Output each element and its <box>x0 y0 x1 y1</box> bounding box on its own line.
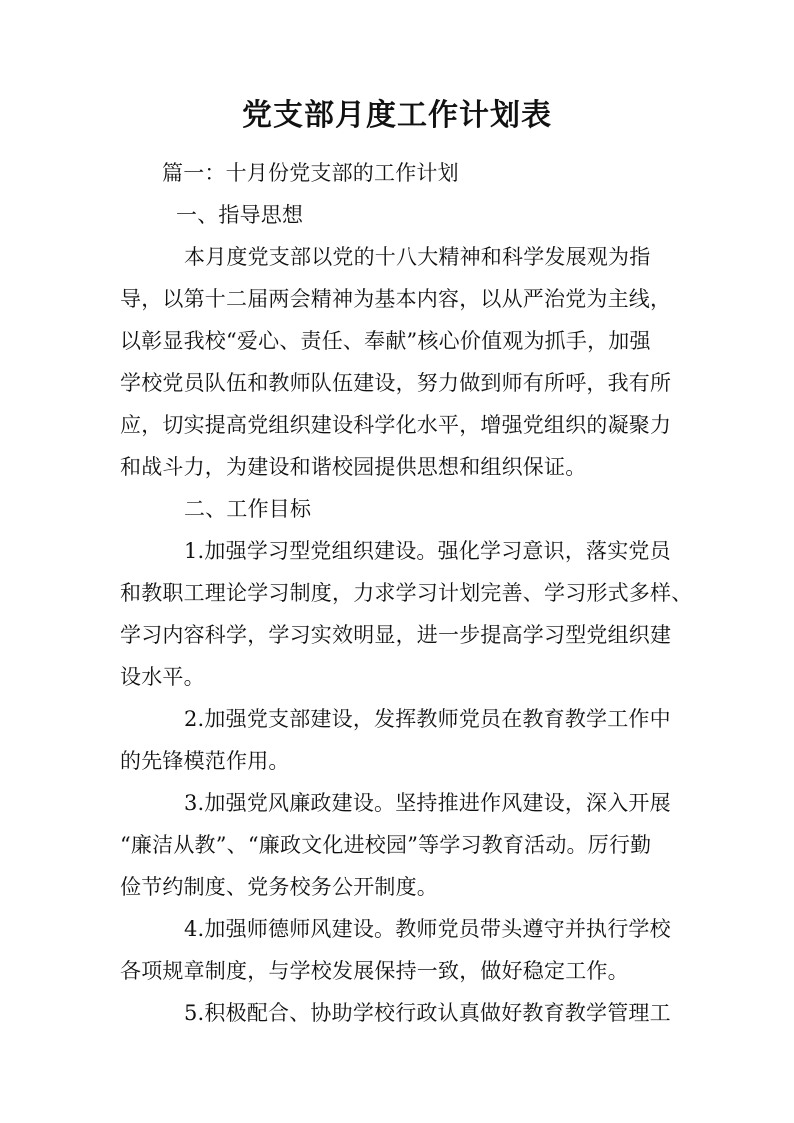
paragraph-line: 学校党员队伍和教师队伍建设，努力做到师有所呼，我有所 <box>120 371 672 395</box>
paragraph-line: 俭节约制度、党务校务公开制度。 <box>120 875 438 899</box>
paragraph-line: 1.加强学习型党组织建设。强化学习意识，落实党员 <box>184 539 671 563</box>
paragraph-line: 本月度党支部以党的十八大精神和科学发展观为指 <box>184 245 651 269</box>
paragraph-line: 2.加强党支部建设，发挥教师党员在教育教学工作中 <box>184 707 671 731</box>
paragraph-line: 和战斗力，为建设和谐校园提供思想和组织保证。 <box>120 455 587 479</box>
paragraph-line: 各项规章制度，与学校发展保持一致，做好稳定工作。 <box>120 959 629 983</box>
paragraph-line: 以彰显我校“爱心、责任、奉献”核心价值观为抓手，加强 <box>120 329 651 353</box>
paragraph-line: “廉洁从教”、“廉政文化进校园”等学习教育活动。厉行勤 <box>120 833 652 857</box>
paragraph-line: 的先锋模范作用。 <box>120 749 290 773</box>
section-heading-1: 一、指导思想 <box>176 203 304 227</box>
paragraph-line: 应，切实提高党组织建设科学化水平，增强党组织的凝聚力 <box>120 413 672 437</box>
paragraph-line: 和教职工理论学习制度，力求学习计划完善、学习形式多样、 <box>120 581 693 605</box>
paragraph-line: 4.加强师德师风建设。教师党员带头遵守并执行学校 <box>184 917 671 941</box>
paragraph-line: 导，以第十二届两会精神为基本内容，以从严治党为主线， <box>120 287 672 311</box>
paragraph-line: 设水平。 <box>120 665 205 689</box>
paragraph-line: 5.积极配合、协助学校行政认真做好教育教学管理工 <box>184 1001 671 1025</box>
paragraph-line: 3.加强党风廉政建设。坚持推进作风建设，深入开展 <box>184 791 671 815</box>
document-title: 党支部月度工作计划表 <box>242 98 552 133</box>
subtitle: 篇一：十月份党支部的工作计划 <box>162 161 459 185</box>
paragraph-line: 学习内容科学，学习实效明显，进一步提高学习型党组织建 <box>120 623 672 647</box>
section-heading-2: 二、工作目标 <box>184 497 312 521</box>
